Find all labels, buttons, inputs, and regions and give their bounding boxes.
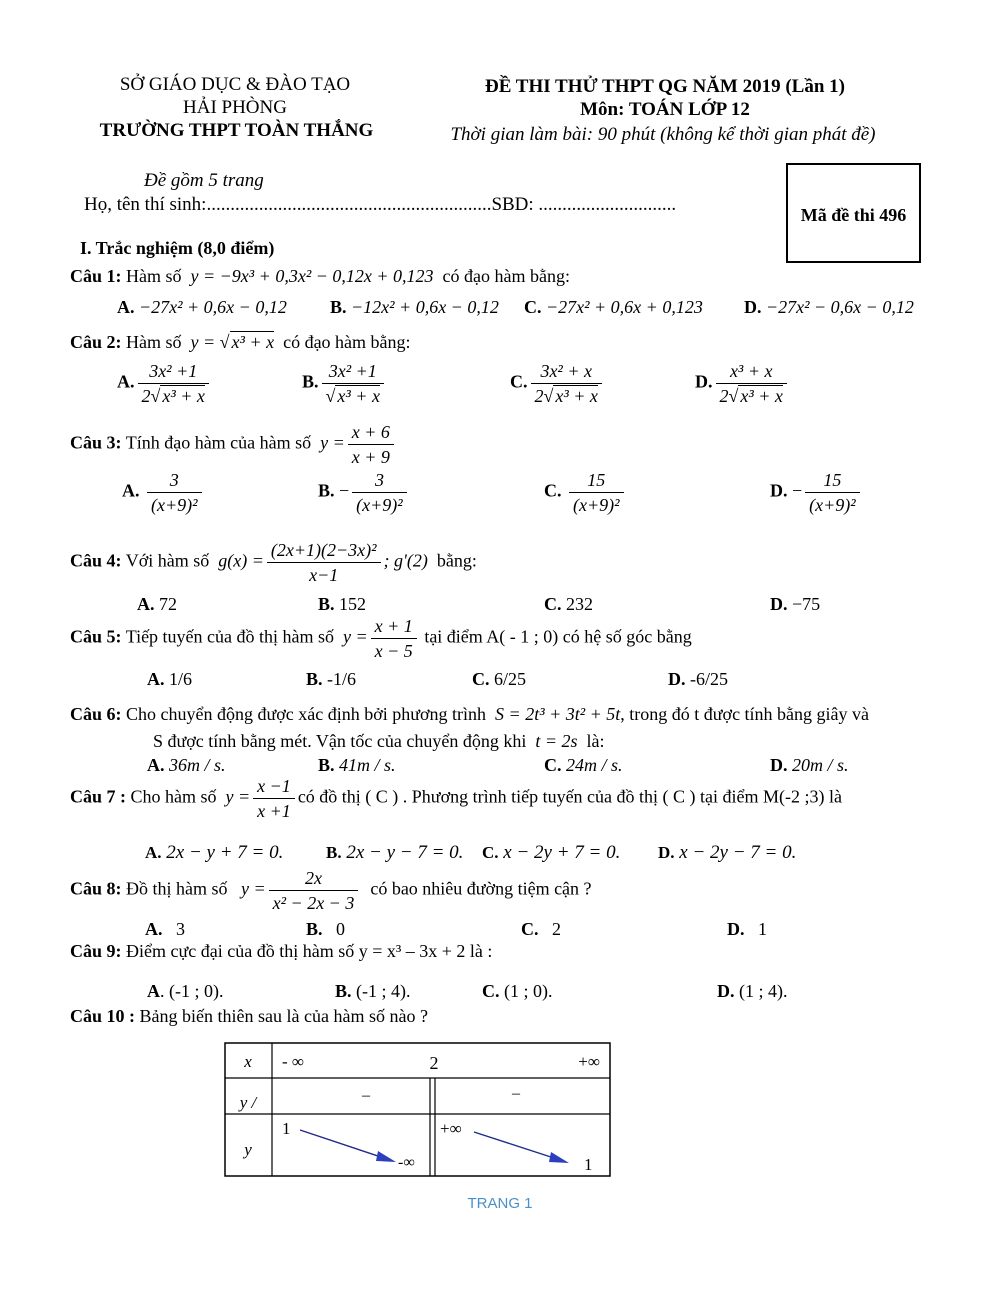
question-8: Câu 8: Đồ thị hàm số y = $\frac{2x}{\text{x² − 2x − 3}}$ có bao nhiêu đường tiệm cận ?	[70, 868, 592, 913]
q6-option-c[interactable]: C. 24m / s.	[544, 755, 623, 775]
student-info-line: Họ, tên thí sinh:............................................................SBD: .............................	[84, 194, 677, 215]
table-y-bottom-right: 1	[584, 1155, 593, 1174]
table-y-bottom-left: -∞	[398, 1154, 415, 1171]
q3-option-c[interactable]: C. $\frac{15}{\text{(x+9)²}}$	[544, 468, 627, 517]
q3-option-d[interactable]: D. − $\frac{15}{\text{(x+9)²}}$	[770, 468, 863, 517]
table-y-top-right: +∞	[440, 1119, 462, 1138]
q2-option-d[interactable]: D. $\frac{\text{x³ + x}}{\text{2√ x³ + x}}$	[695, 359, 790, 408]
exam-code-box	[786, 163, 921, 263]
question-9: Câu 9: Điểm cực đại của đồ thị hàm số y = x³ – 3x + 2 là :	[70, 941, 493, 961]
question-6: Câu 6: Cho chuyển động được xác định bởi phương trình S = 2t³ + 3t² + 5t, trong đó t được tính bằng giây và	[70, 704, 870, 724]
q2-option-c[interactable]: C. $\frac{\text{3x² + x}}{\text{2√ x³ + x}}$	[510, 359, 605, 408]
question-1: Câu 1: Hàm số y = −9x³ + 0,3x² − 0,12x + 0,123 có đạo hàm bằng:	[70, 266, 570, 286]
table-x-right: +∞	[578, 1052, 600, 1071]
q5-option-d[interactable]: D. -6/25	[668, 669, 728, 689]
q2-option-a[interactable]: A. $\frac{\text{3x² +1}}{\text{2√ x³ + x}}$	[117, 359, 212, 408]
question-5: Câu 5: Tiếp tuyến của đồ thị hàm số y = $\frac{x + 1}{x - 5}$ tại điểm A( - 1 ; 0) có hệ số góc bằng	[70, 616, 692, 661]
q2-option-b[interactable]: B. $\frac{\text{3x² +1}}{\text{√ x³ + x}}$	[302, 359, 387, 408]
dept-name: SỞ GIÁO DỤC & ĐÀO TẠO	[119, 74, 351, 95]
q4-option-a[interactable]: A. 72	[137, 594, 177, 614]
page-number: TRANG 1	[467, 1195, 533, 1212]
q3-option-b[interactable]: B. − $\frac{3}{\text{(x+9)²}}$	[318, 468, 410, 517]
q7-option-b[interactable]: B. 2x − y − 7 = 0.	[326, 842, 464, 863]
table-x-left: - ∞	[282, 1052, 305, 1071]
q1-option-a[interactable]: A. −27x² + 0,6x − 0,12	[117, 297, 287, 317]
q3-option-a[interactable]: A. $\frac{3}{\text{(x+9)²}}$	[122, 468, 205, 517]
q7-option-c[interactable]: C. x − 2y + 7 = 0.	[482, 842, 621, 863]
table-y-label: y	[244, 1140, 252, 1159]
q4-option-d[interactable]: D. −75	[770, 594, 821, 614]
exam-code: Mã đề thi 496	[800, 205, 907, 225]
question-6-line-2: S được tính bằng mét. Vận tốc của chuyển động khi t = 2s là:	[153, 731, 605, 751]
variation-table	[224, 1042, 614, 1178]
question-3: Câu 3: Tính đạo hàm của hàm số y = $\frac{x + 6}{x + 9}$	[70, 420, 397, 469]
q9-option-a[interactable]: A. (-1 ; 0).	[147, 981, 224, 1001]
question-2: Câu 2: Hàm số y = √ x³ + x có đạo hàm bằng:	[70, 332, 411, 352]
table-yprime-label: y /	[239, 1093, 257, 1112]
q5-option-c[interactable]: C. 6/25	[472, 669, 527, 689]
arrow-decrease-right-icon	[474, 1132, 569, 1163]
q8-option-c[interactable]: C. 2	[521, 919, 561, 939]
q4-option-c[interactable]: C. 232	[544, 594, 593, 614]
q8-option-d[interactable]: D. 1	[727, 919, 767, 939]
exam-title: ĐỀ THI THỬ THPT QG NĂM 2019 (Lần 1)	[485, 76, 845, 97]
exam-subject: Môn: TOÁN LỚP 12	[580, 99, 750, 120]
arrow-decrease-left-icon	[300, 1130, 396, 1162]
q6-option-d[interactable]: D. 20m / s.	[770, 755, 849, 775]
q5-option-a[interactable]: A. 1/6	[147, 669, 193, 689]
q6-option-b[interactable]: B. 41m / s.	[318, 755, 396, 775]
table-y-top-left: 1	[282, 1119, 291, 1138]
q1-option-b[interactable]: B. −12x² + 0,6x − 0,12	[330, 297, 499, 317]
q8-option-b[interactable]: B. 0	[306, 919, 346, 939]
section-title: I. Trắc nghiệm (8,0 điểm)	[80, 238, 275, 258]
page-count: Đề gồm 5 trang	[144, 170, 264, 191]
q5-option-b[interactable]: B. -1/6	[306, 669, 357, 689]
school-name: TRƯỜNG THPT TOÀN THẮNG	[99, 120, 374, 141]
exam-duration: Thời gian làm bài: 90 phút (không kể thời gian phát đề)	[450, 124, 876, 145]
table-x-label: x	[244, 1052, 252, 1071]
q9-option-c[interactable]: C. (1 ; 0).	[482, 981, 553, 1001]
q9-option-d[interactable]: D. (1 ; 4).	[717, 981, 788, 1001]
q1-option-c[interactable]: C. −27x² + 0,6x + 0,123	[524, 297, 703, 317]
q1-option-d[interactable]: D. −27x² − 0,6x − 0,12	[744, 297, 914, 317]
table-yprime-left: –	[362, 1087, 370, 1104]
q8-option-a[interactable]: A. 3	[145, 919, 185, 939]
q6-option-a[interactable]: A. 36m / s.	[147, 755, 226, 775]
q9-option-b[interactable]: B. (-1 ; 4).	[335, 981, 411, 1001]
q7-option-d[interactable]: D. x − 2y − 7 = 0.	[658, 842, 797, 863]
city-name: HẢI PHÒNG	[183, 97, 287, 118]
q4-option-b[interactable]: B. 152	[318, 594, 367, 614]
question-7: Câu 7 : Cho hàm số y = $\frac{x -1}{x +1}$ có đồ thị ( C ) . Phương trình tiếp tuyến của đồ thị ( C ) tại điểm M(-2 ;3) là	[70, 776, 842, 821]
question-4: Câu 4: Với hàm số g(x) = $\frac{\text{(2x+1)(2−3x)²}}{x-1}$ ; g'(2) bằng:	[70, 540, 477, 585]
question-10: Câu 10 : Bảng biến thiên sau là của hàm số nào ?	[70, 1006, 428, 1026]
table-yprime-right: –	[512, 1085, 520, 1102]
table-x-mid: 2	[429, 1053, 439, 1073]
q7-option-a[interactable]: A. 2x − y + 7 = 0.	[145, 842, 284, 863]
